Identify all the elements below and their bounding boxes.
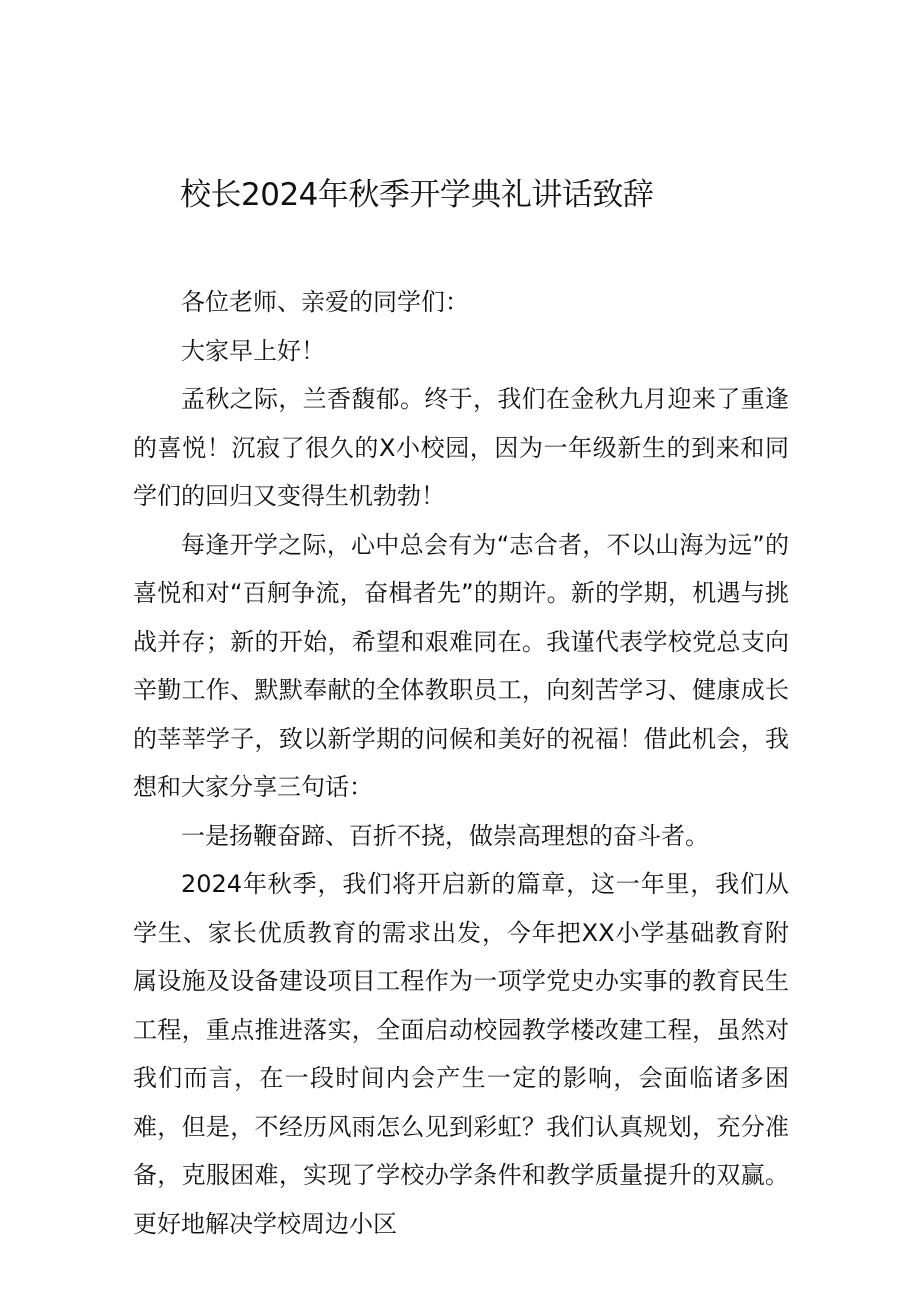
salutation-paragraph: 各位老师、亲爱的同学们：	[181, 288, 469, 316]
point-one-heading: 一是扬鞭奋蹄、百折不挠，做崇高理想的奋斗者。	[181, 821, 709, 850]
greeting-paragraph: 大家早上好！	[181, 336, 325, 365]
point-one-body-paragraph: 2024年秋季，我们将开启新的篇章，这一年里，我们从学生、家长优质教育的需求出发，今年把XX小学基础教育附属设施及设备建设项目工程作为一项学党史办实事的教育民生工程，重点推进落实，全面启动校园教学楼改建工程，虽然对我们而言，在一段时间内会产生一定的影响，会面临诸多困难，但是，不经历风雨怎么见到彩虹？我们认真规划，充分准备，克服困难，实现了学校办学条件和教学质量提升的双赢。更好地解决学校周边小区	[133, 870, 789, 1238]
wishes-paragraph: 每逢开学之际，心中总会有为“志合者，不以山海为远”的喜悦和对“百舸争流，奋楫者先”的期许。新的学期，机遇与挑战并存；新的开始，希望和艰难同在。我谨代表学校党总支向辛勤工作、默默奉献的全体教职员工，向刻苦学习、健康成长的莘莘学子，致以新学期的问候和美好的祝福！借此机会，我想和大家分享三句话：	[133, 530, 789, 801]
document-title: 校长2024年秋季开学典礼讲话致辞	[180, 177, 654, 213]
opening-paragraph: 孟秋之际，兰香馥郁。终于，我们在金秋九月迎来了重逢的喜悦！沉寂了很久的X小校园，因为一年级新生的到来和同学们的回归又变得生机勃勃！	[133, 385, 789, 510]
document-body	[133, 278, 789, 1248]
